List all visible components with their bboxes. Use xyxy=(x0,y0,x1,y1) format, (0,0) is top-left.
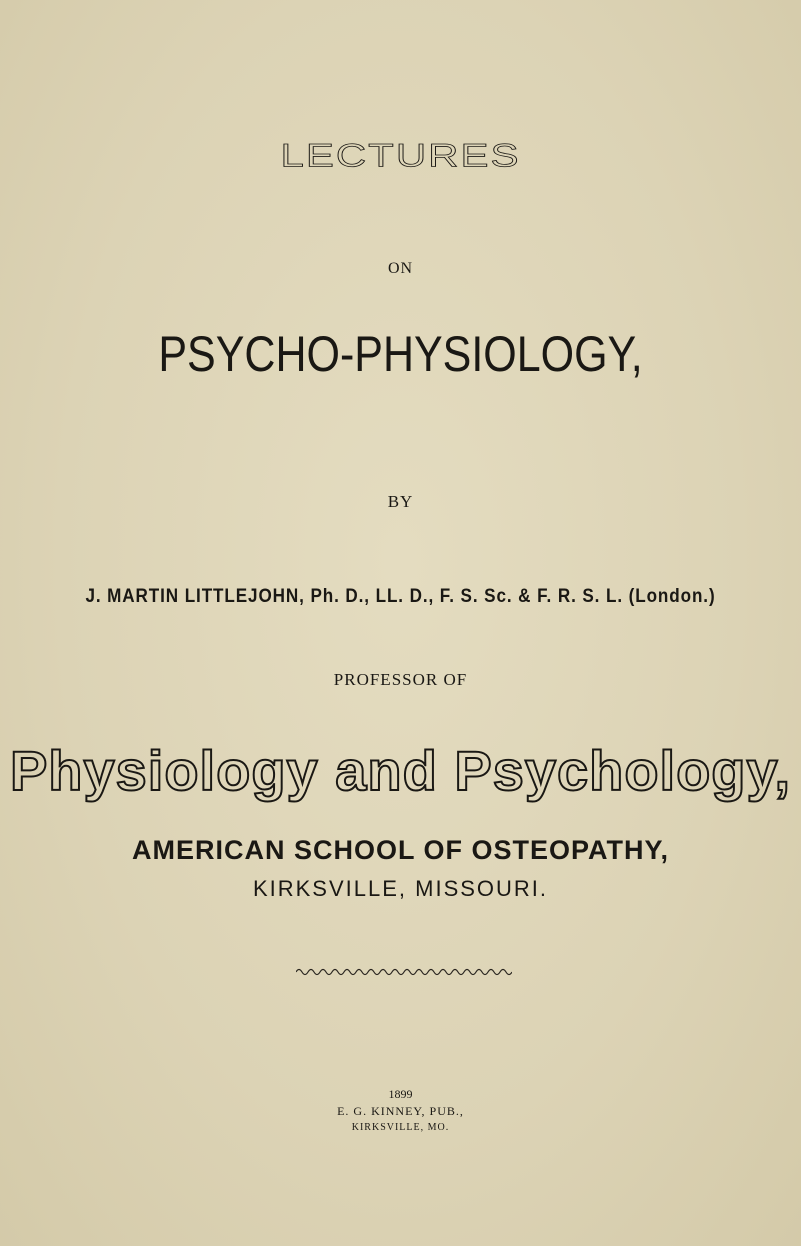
discipline-title: Physiology and Psychology, xyxy=(9,739,792,802)
school-name: AMERICAN SCHOOL OF OSTEOPATHY, xyxy=(131,835,670,865)
by-label: BY xyxy=(387,492,414,511)
publication-year: 1899 xyxy=(388,1087,413,1101)
book-title: LECTURES xyxy=(280,137,521,174)
professor-of-label: PROFESSOR OF xyxy=(333,670,468,689)
author-name: J. MARTIN LITTLEJOHN, Ph. D., LL. D., F. S. Sc. & F. R. S. L. (London.) xyxy=(85,586,716,607)
wavy-rule-ornament xyxy=(296,965,512,979)
publisher-name: E. G. KINNEY, PUB., xyxy=(337,1104,464,1118)
publication-place: KIRKSVILLE, MO. xyxy=(351,1122,450,1133)
school-city: KIRKSVILLE, MISSOURI. xyxy=(252,876,549,901)
book-subject: PSYCHO-PHYSIOLOGY, xyxy=(158,326,643,382)
on-label: ON xyxy=(387,260,414,277)
